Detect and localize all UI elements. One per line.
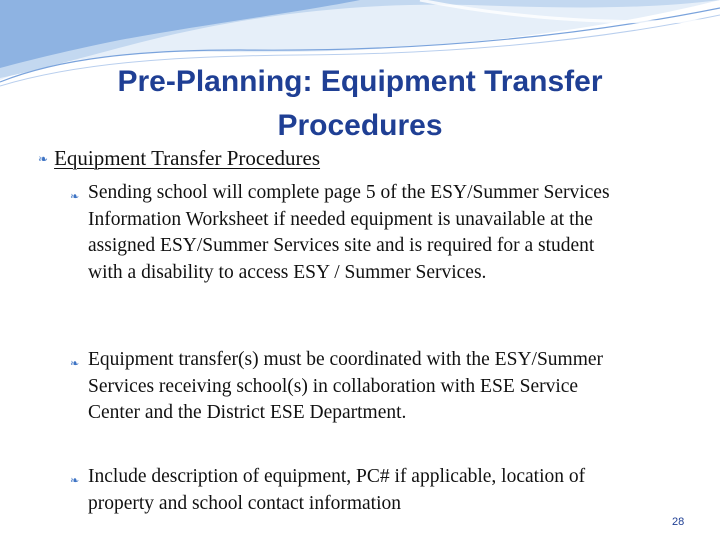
bullet-icon: ❧ xyxy=(70,358,80,370)
bullet-icon: ❧ xyxy=(38,152,49,166)
list-item xyxy=(70,347,630,427)
bullet-text: Sending school will complete page 5 of the ESY/Summer Services Information Worksheet if needed equipment is unavailable at the assigned ESY/Summer Services site and is required for a student with a disability to access ESY / Summer Services. xyxy=(88,182,610,283)
bullet-icon: ❧ xyxy=(70,475,80,487)
list-item xyxy=(70,464,630,517)
bullet-text: Equipment transfer(s) must be coordinated with the ESY/Summer Services receiving school(s) in collaboration with ESE Service Center and the District ESE Department. xyxy=(88,349,604,423)
bullet-icon: ❧ xyxy=(70,191,80,203)
slide-title: Pre-Planning: Equipment Transfer Procedures xyxy=(117,65,603,142)
section-heading: Equipment Transfer Procedures xyxy=(54,146,321,170)
bullet-text: Include description of equipment, PC# if applicable, location of property and school contact information xyxy=(88,466,586,514)
page-number: 28 xyxy=(672,516,685,528)
level1-item xyxy=(38,146,320,171)
list-item xyxy=(70,180,630,286)
